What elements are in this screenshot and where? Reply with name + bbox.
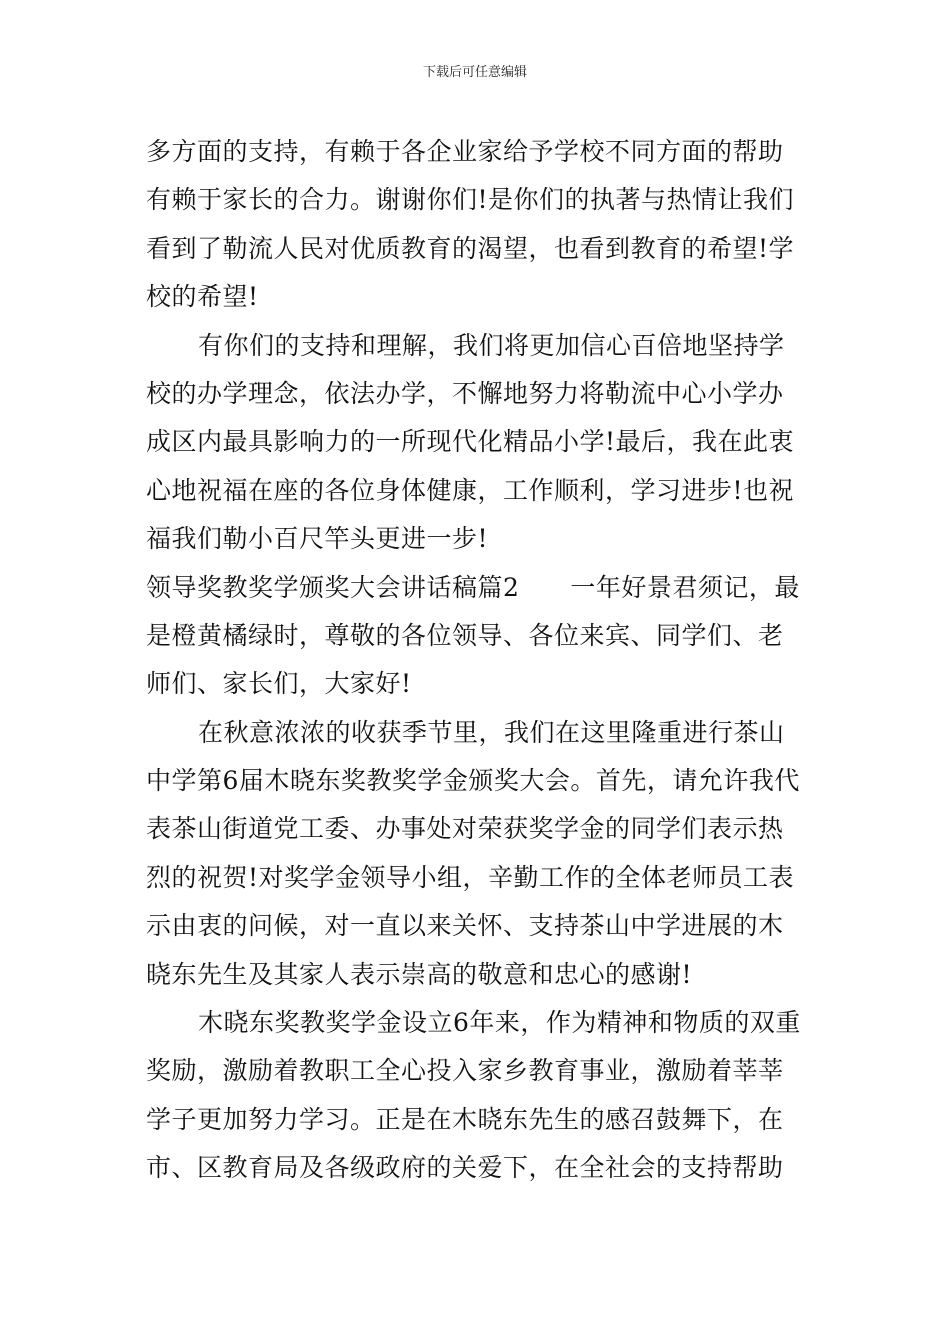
text-line: 看到了勒流人民对优质教育的渴望，也看到教育的希望!学 xyxy=(146,233,795,263)
text-line: 多方面的支持，有赖于各企业家给予学校不同方面的帮助 xyxy=(146,137,784,166)
text-line: 奖励，激励着教职工全心投入家乡教育事业，激励着莘莘 xyxy=(146,1056,784,1086)
section-title-line: 领导奖教奖学颁奖大会讲话稿篇2 一年好景君须记，最 xyxy=(146,572,800,602)
document-body xyxy=(146,128,810,1193)
paragraph-first-line: 木晓东奖教奖学金设立6年来，作为精神和物质的双重 xyxy=(198,1008,801,1038)
text-line: 师们、家长们，大家好! xyxy=(146,669,412,699)
text-line: 成区内最具影响力的一所现代化精品小学!最后，我在此衷 xyxy=(146,427,795,457)
text-line: 是橙黄橘绿时，尊敬的各位领导、各位来宾、同学们、老 xyxy=(146,620,784,650)
text-line: 福我们勒小百尺竿头更进一步! xyxy=(146,524,489,554)
text-line: 表茶山街道党工委、办事处对荣获奖学金的同学们表示热 xyxy=(146,814,784,844)
text-line: 中学第6届木晓东奖教奖学金颁奖大会。首先，请允许我代 xyxy=(146,766,800,796)
text-line: 烈的祝贺!对奖学金领导小组，辛勤工作的全体老师员工表 xyxy=(146,862,795,892)
text-line: 有赖于家长的合力。谢谢你们!是你们的执著与热情让我们 xyxy=(146,185,795,215)
text-line: 市、区教育局及各级政府的关爱下，在全社会的支持帮助 xyxy=(146,1153,784,1183)
text-line: 晓东先生及其家人表示崇高的敬意和忠心的感谢! xyxy=(146,959,693,989)
text-line: 心地祝福在座的各位身体健康，工作顺利，学习进步!也祝 xyxy=(146,475,795,505)
text-line: 示由衷的问候，对一直以来关怀、支持茶山中学进展的木 xyxy=(146,911,784,941)
text-line: 校的希望! xyxy=(146,282,259,312)
paragraph-first-line: 在秋意浓浓的收获季节里，我们在这里隆重进行茶山 xyxy=(198,717,785,747)
page-header-note: 下载后可任意编辑 xyxy=(422,65,527,80)
text-line: 校的办学理念，依法办学，不懈地努力将勒流中心小学办 xyxy=(146,378,784,408)
paragraph-first-line: 有你们的支持和理解，我们将更加信心百倍地坚持学 xyxy=(198,330,785,360)
text-line: 学子更加努力学习。正是在木晓东先生的感召鼓舞下，在 xyxy=(146,1104,784,1134)
